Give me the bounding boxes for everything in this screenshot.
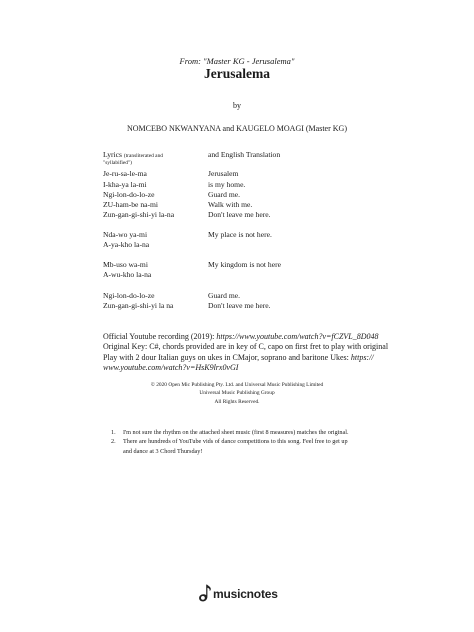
english-line: Don't leave me here.	[208, 210, 271, 219]
note-text: There are hundreds of YouTube vids of dance competitions to this song. Feel free to get up	[123, 438, 348, 446]
lyric-line	[103, 260, 403, 270]
note-number: 2.	[111, 438, 116, 446]
notes-list	[111, 428, 411, 456]
zulu-line: Ngi-lon-do-lo-ze	[103, 190, 155, 199]
uke-version-link-end[interactable]: www.youtube.com/watch?v=HsK9lrx0vGI	[103, 363, 239, 373]
english-line: My kingdom is not here	[208, 260, 281, 269]
lyrics-header-left	[103, 150, 163, 166]
lyric-line	[103, 169, 403, 179]
english-line: My place is not here.	[208, 230, 272, 239]
zulu-line: Je-ru-sa-le-ma	[103, 169, 147, 178]
original-key-line: Original Key: C#, chords provided are in key of C, capo on first fret to play with original	[103, 342, 389, 352]
note-text: I'm not sure the rhythm on the attached sheet music (first 8 measures) matches the original.	[123, 429, 349, 436]
zulu-line: Mb-uso wa-mi	[103, 260, 148, 269]
zulu-line: I-kha-ya la-mi	[103, 180, 147, 189]
note-text: and dance at 3 Chord Thursday!	[123, 447, 203, 455]
lyric-line	[103, 301, 403, 311]
lyric-line	[103, 190, 403, 200]
copyright-line-2: Universal Music Publishing Group	[199, 390, 275, 397]
lyrics-header-note-1: (transliterated and	[123, 153, 163, 159]
lyrics-header-note-2: "syllabified")	[103, 160, 132, 166]
zulu-line: ZU-ham-be na-mi	[103, 200, 159, 209]
lyric-line	[103, 230, 403, 240]
lyric-line	[103, 210, 403, 220]
lyric-line	[103, 291, 403, 301]
zulu-line: A-ya-kho la-na	[103, 240, 150, 249]
lyric-line	[103, 240, 403, 250]
english-line: Don't leave me here.	[208, 301, 271, 310]
by-line: by	[233, 101, 241, 110]
uke-version-link-line	[103, 363, 408, 373]
note-item	[111, 437, 411, 446]
song-title: Jerusalema	[204, 66, 270, 81]
musicnotes-wordmark: musicnotes	[213, 587, 278, 601]
official-recording-label: Official Youtube recording (2019):	[103, 332, 215, 341]
zulu-line: A-wu-kho la-na	[103, 270, 152, 279]
note-item	[111, 428, 411, 437]
english-line: is my home.	[208, 180, 246, 189]
lyrics-header-right: and English Translation	[208, 150, 281, 159]
recording-info	[103, 332, 408, 374]
lyric-line	[103, 200, 403, 210]
uke-version-link-start[interactable]: https://	[350, 352, 374, 362]
english-line: Guard me.	[208, 291, 241, 300]
note-number: 1.	[111, 429, 116, 436]
copyright-line-3: All Rights Reserved.	[214, 398, 260, 405]
english-line: Walk with me.	[208, 200, 253, 209]
english-line: Jerusalem	[208, 169, 239, 178]
official-recording-line	[103, 332, 408, 342]
copyright-block	[0, 381, 474, 406]
zulu-line: Zun-gan-gi-shi-yi la na	[103, 301, 174, 310]
copyright-line-1: © 2020 Open Mic Publishing Pty. Ltd. and Universal Music Publishing Limited	[150, 382, 324, 388]
uke-version-label: Play with 2 dour Italian guys on ukes in CMajor, soprano and baritone Ukes:	[103, 352, 349, 362]
lyric-line	[103, 180, 403, 190]
authors-line: NOMCEBO NKWANYANA and KAUGELO MOAGI (Master KG)	[127, 124, 347, 133]
musicnotes-logo	[198, 584, 298, 602]
source-line: From: "Master KG - Jerusalema"	[179, 56, 295, 66]
note-item-continued	[111, 447, 411, 456]
zulu-line: Zun-gan-gi-shi-yi la-na	[103, 210, 175, 219]
lyrics-header-label: Lyrics	[103, 150, 122, 159]
lyric-line	[103, 270, 403, 280]
uke-version-line	[103, 353, 408, 363]
musicnotes-note-icon	[198, 584, 213, 602]
official-recording-link[interactable]: https://www.youtube.com/watch?v=fCZVL_8D048	[216, 332, 379, 341]
zulu-line: Nda-wo ya-mi	[103, 230, 148, 239]
zulu-line: Ngi-lon-do-lo-ze	[103, 291, 155, 300]
english-line: Guard me.	[208, 190, 241, 199]
